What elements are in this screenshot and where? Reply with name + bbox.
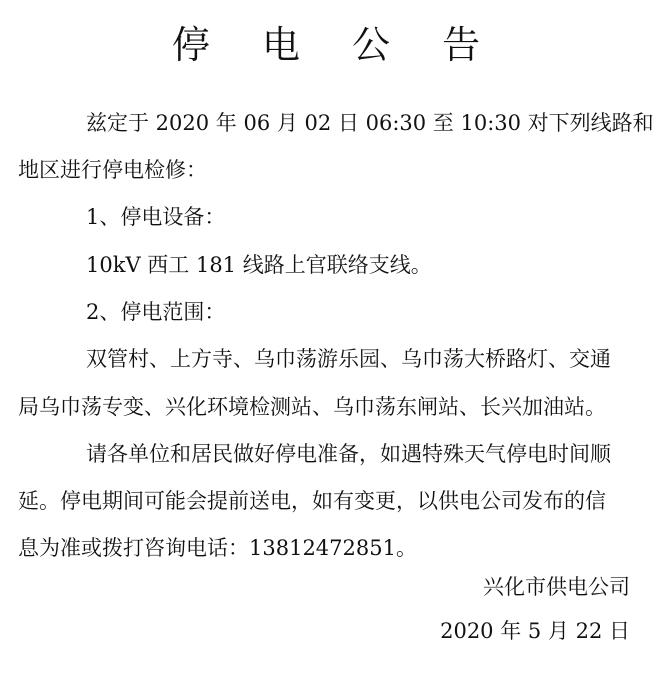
intro-line-1: 兹定于 2020 年 06 月 02 日 06:30 至 10:30 对下列线路和 [86, 111, 654, 135]
notice-title: 停 电 公 告 [171, 23, 501, 67]
section-2-line-1: 双管村、上方寺、乌巾荡游乐园、乌巾荡大桥路灯、交通 [86, 347, 611, 371]
closing-line-3: 息为准或拨打咨询电话：13812472851。 [18, 536, 417, 560]
intro-line-2: 地区进行停电检修： [18, 158, 207, 182]
section-1-heading: 1、停电设备： [86, 205, 226, 229]
closing-line-1: 请各单位和居民做好停电准备，如遇特殊天气停电时间顺 [86, 442, 611, 466]
section-1-body: 10kV 西工 181 线路上官联络支线。 [86, 253, 432, 277]
closing-line-2: 延。停电期间可能会提前送电，如有变更，以供电公司发布的信 [18, 489, 606, 513]
section-2-heading: 2、停电范围： [86, 300, 226, 324]
section-2-line-2: 局乌巾荡专变、兴化环境检测站、乌巾荡东闸站、长兴加油站。 [18, 395, 606, 419]
issuer-name: 兴化市供电公司 [483, 575, 630, 599]
issue-date: 2020 年 5 月 22 日 [440, 619, 630, 643]
